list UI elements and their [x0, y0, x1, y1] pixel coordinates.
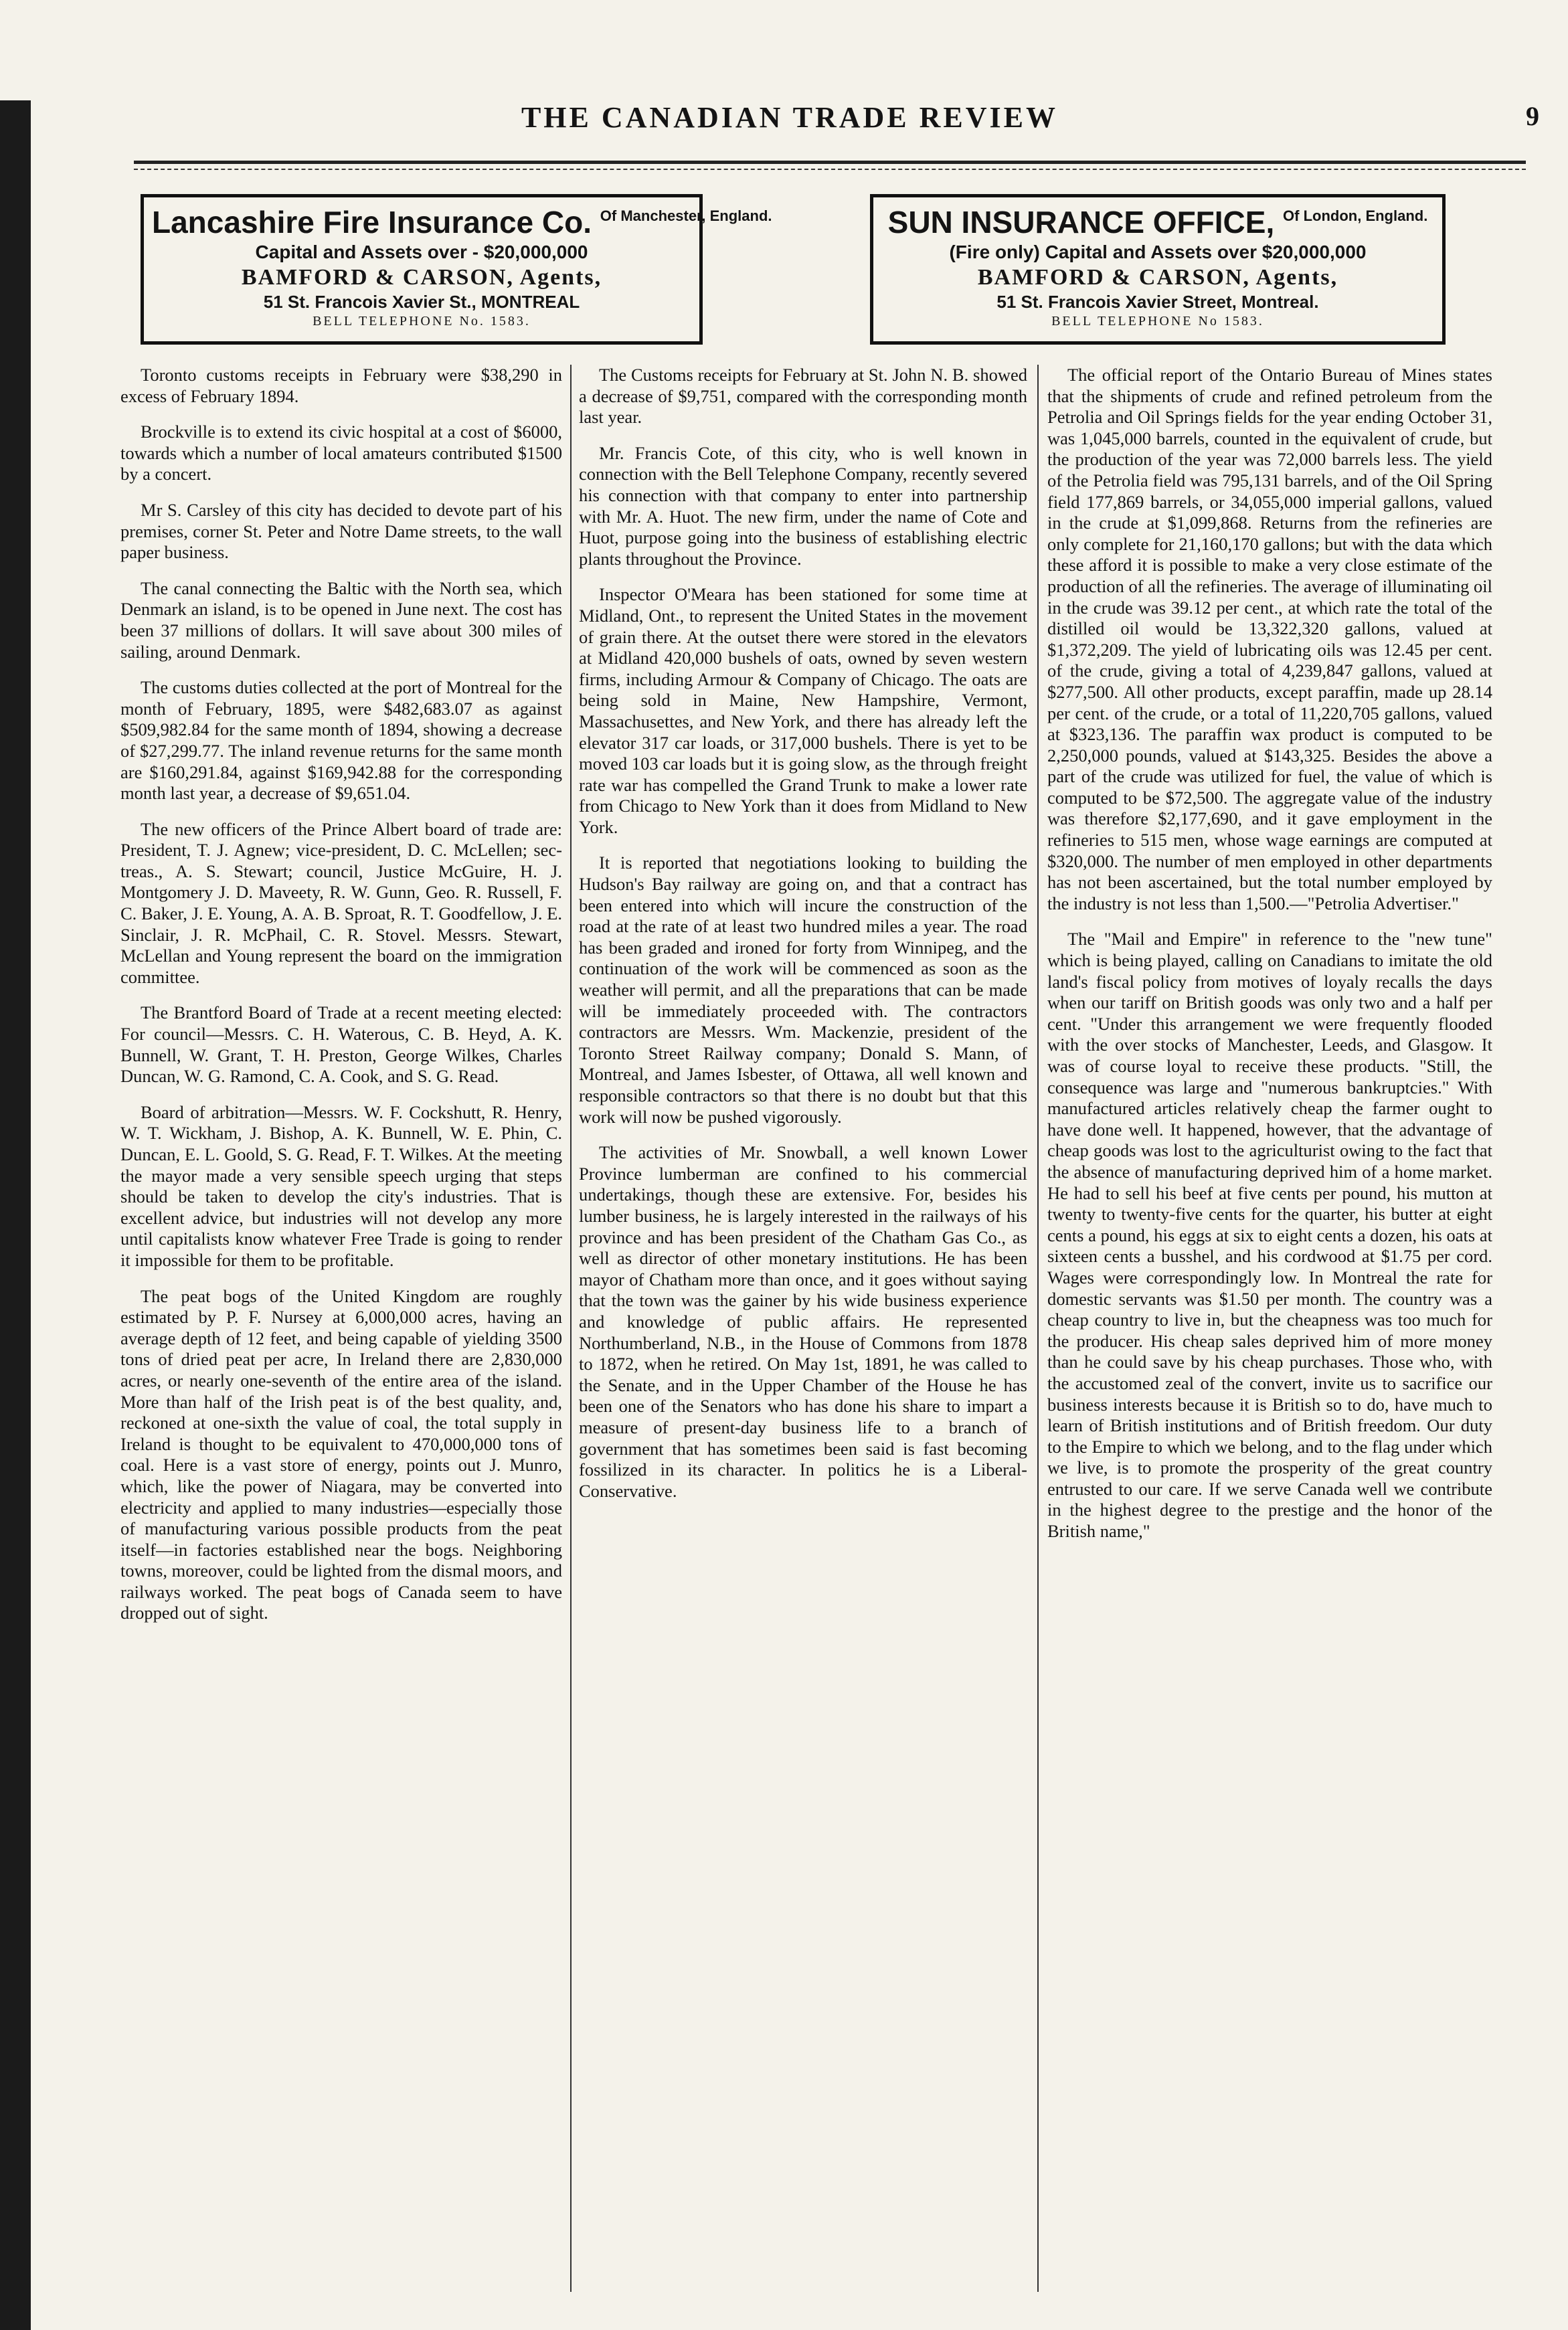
header-rule-dashed — [134, 169, 1526, 170]
article-paragraph: It is reported that negotiations looking to building the Hudson's Bay railway are going on, and that a contract has been entered into which will incure the construction of the road at the rate of at least two hundred miles a year. The road has been graded and ironed for forty from Winnipeg, and the continuation of the work will be commenced as soon as the weather will permit, and all the preparations that can be made will be immediately proceeded with. The contractors contractors are Messrs. Wm. Mackenzie, president of the Toronto Street Railway company; Donald S. Mann, of Montreal, and James Isbester, of Ottawa, all well known and responsible contractors so that there is no doubt but that this work will now be pushed vigorously. — [579, 853, 1027, 1127]
article-paragraph: Mr S. Carsley of this city has decided to devote part of his premises, corner St. Peter and Notre Dame streets, to the wall paper business. — [120, 499, 562, 563]
article-paragraph: The Customs receipts for February at St. John N. B. showed a decrease of $9,751, compared with the corresponding month last year. — [579, 365, 1027, 428]
ad-address: 51 St. Francois Xavier St., MONTREAL — [263, 292, 580, 312]
article-paragraph: The new officers of the Prince Albert board of trade are: President, T. J. Agnew; vice-president, D. C. McLellen; sec-treas., A. S. Stewart; council, Justice McGuire, H. J. Montgomery J. D. Maveety, R. W. Gunn, Geo. R. Russell, F. C. Baker, J. E. Young, A. A. B. Sproat, R. T. Goodfellow, J. E. Sinclair, J. R. McPhail, C. R. Stovel. Messrs. Stewart, McLellan and Young represent the board on the immigration committee. — [120, 818, 562, 987]
ad-company-name: Lancashire Fire Insurance Co. — [152, 205, 592, 240]
column-rule — [570, 365, 572, 2292]
article-paragraph: Inspector O'Meara has been stationed for some time at Midland, Ont., to represent the United States in the movement of grain there. At the outset there were stored in the elevators at Midland 420,000 bushels of oats, owned by seven western firms, including Armour & Company of Chicago. The oats are being sold in Maine, New Hampshire, Vermont, Massachusettes, and New York, and there has already left the elevator 317 car loads, or 317,000 bushels. There is yet to be moved 103 car loads but it is going slow, as the through freight rate war has compelled the Grand Trunk to make a lower rate from Chicago to New York than it does from Midland to New York. — [579, 584, 1027, 837]
article-paragraph: The peat bogs of the United Kingdom are roughly estimated by P. F. Nursey at 6,000,000 acres, having an average depth of 12 feet, and being capable of yielding 3500 tons of dried peat per acre, In Ireland there are 2,830,000 acres, or nearly one-seventh of the entire area of the island. More than half of the Irish peat is of the best quality, and, reckoned at one-sixth the value of coal, the total supply in Ireland is thought to be equivalent to 470,000,000 tons of coal. Here is a vast store of energy, points out J. Munro, which, like the power of Niagara, may be converted into electricity and applied to many industries—especially those of manufacturing various possible products from the peat itself—in factories established near the bogs. Neighboring towns, moreover, could be lighted from the dismal moors, and railways worked. The peat bogs of Canada seem to have dropped out of sight. — [120, 1285, 562, 1623]
text-column-3 — [1047, 365, 1492, 2309]
ad-company-origin: Of London, England. — [1283, 207, 1428, 224]
article-paragraph: The activities of Mr. Snowball, a well known Lower Province lumberman are confined to his commercial undertakings, though these are extensive. For, besides his lumber business, he is largely interested in the railways of his province and has been president of the Chatham Gas Co., as well as director of other monetary institutions. He has been mayor of Chatham more than once, and it goes without saying that the town was the gainer by his wide business experience and knowledge of public affairs. He represented Northumberland, N.B., in the House of Commons from 1878 to 1872, when he retired. On May 1st, 1891, he was called to the Senate, and in the Upper Chamber of the House he has been one of the Senators who has done his share to impart a measure of present-day business life to a branch of government that has sometimes been said is fast becoming fossilized in its character. In politics he is a Liberal-Conservative. — [579, 1142, 1027, 1501]
text-column-2 — [579, 365, 1027, 2309]
newspaper-page — [40, 0, 1539, 2330]
column-rule — [1037, 365, 1039, 2292]
ad-phone: BELL TELEPHONE No. 1583. — [313, 314, 531, 329]
article-paragraph: The canal connecting the Baltic with the North sea, which Denmark an island, is to be opened in June next. The cost has been 37 millions of dollars. It will save about 300 miles of sailing, around Denmark. — [120, 577, 562, 662]
running-head — [40, 100, 1539, 147]
article-paragraph: The "Mail and Empire" in reference to the "new tune" which is being played, calling on Canadians to imitate the old land's fiscal policy from motives of loyaly recalls the days when our tariff on British goods was only two and a half per cent. "Under this arrangement we were frequently flooded with the over stocks of Manchester, Leeds, and Glasgow. It was of course loyal to receive these products. "Still, the consequence was large and "numerous bankruptcies." With manufactured articles relatively cheap the farmer ought to have done well. It happened, however, that the advantage of cheap goods was lost to the agriculturist owing to the fact that the absence of manufacturing deprived him of a home market. He had to sell his beef at five cents per pound, his mutton at twenty to twenty-five cents for the quarter, his butter at eight cents a pound, his eggs at six to eight cents a dozen, his oats at sixteen cents a busshel, and his cordwood at $1.75 per cord. Wages were correspondingly low. In Montreal the rate for domestic servants was $1.50 per month. The country was a cheap country to live in, but the cheapness was too much for the producer. His cheap sales deprived him of more money than he could save by his cheap purchases. Those who, with the accustomed zeal of the convert, invite us to sacrifice our business interests because it is British so to do, have much to learn of British institutions and of British freedom. Our duty to the Empire to which we belong, and to the flag under which we live, is to promote the prosperity of the great country entrusted to our care. If we serve Canada well we contribute in the highest degree to the prestige and the honor of the British name," — [1047, 929, 1492, 1542]
ad-company-origin: Of Manchester, England. — [600, 207, 772, 224]
advertisement-sun-insurance — [870, 194, 1446, 345]
publication-title: THE CANADIAN TRADE REVIEW — [521, 101, 1059, 134]
page-number: 9 — [1526, 101, 1539, 131]
article-paragraph: Board of arbitration—Messrs. W. F. Cockshutt, R. Henry, W. T. Wickham, J. Bishop, A. K. Bunnell, W. E. Phin, C. Duncan, E. L. Goold, S. G. Read, F. T. Wilkes. At the meeting the mayor made a very sensible speech urging that steps should be taken to develop the city's industries. That is excellent advice, but industries will not develop any more until capitalists know whatever Free Trade is going to render it impossible for them to be profitable. — [120, 1101, 562, 1270]
article-paragraph: The Brantford Board of Trade at a recent meeting elected: For council—Messrs. C. H. Waterous, C. B. Heyd, A. K. Bunnell, W. Grant, T. H. Preston, George Wilkes, Charles Duncan, W. G. Ramond, C. A. Cook, and S. G. Read. — [120, 1002, 562, 1087]
ad-address: 51 St. Francois Xavier Street, Montreal. — [996, 292, 1319, 312]
article-paragraph: The customs duties collected at the port of Montreal for the month of February, 1895, were $482,683.07 as against $509,982.84 for the same month of 1894, showing a decrease of $27,299.77. The inland revenue returns for the same month are $160,291.84, against $169,942.88 for the corresponding month last year, a decrease of $9,651.04. — [120, 677, 562, 804]
ad-agents: BAMFORD & CARSON, Agents, — [977, 265, 1338, 290]
binding-shadow — [0, 100, 31, 2330]
article-paragraph: Toronto customs receipts in February were $38,290 in excess of February 1894. — [120, 365, 562, 406]
ad-phone: BELL TELEPHONE No 1583. — [1051, 314, 1264, 329]
article-paragraph: The official report of the Ontario Bureau of Mines states that the shipments of crude and refined petroleum from the Petrolia and Oil Springs fields for the year ending October 31, was 1,045,000 barrels, counted in the equivalent of crude, but the production of the year was 72,000 barrels less. The yield of the Petrolia field was 795,131 barrels, and of the Oil Spring field 177,869 barrels, or 34,055,000 imperial gallons, valued in the crude at $1,099,868. Returns from the refineries are only complete for 21,160,170 gallons; but with the data which these afford it is possible to make a very close estimate of the production of all the refineries. The average of illuminating oil in the crude was 39.12 per cent., at which rate the total of the distilled oil would be 13,322,320 gallons, valued at $1,372,209. The yield of lubricating oils was 12.45 per cent. of the crude, giving a total of 4,239,847 gallons, valued at $277,500. All other products, except paraffin, made up 28.14 per cent. of the crude, or a total of 11,220,705 gallons, valued at $323,136. The paraffin wax product is computed to be 2,250,000 pounds, valued at $143,325. Besides the above a part of the crude was utilized for fuel, the value of which is computed to be $72,500. The aggregate value of the industry was therefore $2,177,690, and it gave employment in the refineries to 515 men, whose wage earnings are computed at $320,000. The number of men employed in other departments has not been ascertained, but the total number employed by the industry is not less than 1,500.—"Petrolia Advertiser." — [1047, 365, 1492, 913]
article-paragraph: Mr. Francis Cote, of this city, who is well known in connection with the Bell Telephone Company, recently severed his connection with that company to enter into partnership with Mr. A. Huot. The new firm, under the name of Cote and Huot, purpose going into the business of establishing electric plants throughout the Province. — [579, 442, 1027, 569]
ad-capital: Capital and Assets over - $20,000,000 — [255, 242, 588, 262]
ad-capital: (Fire only) Capital and Assets over $20,000,000 — [949, 242, 1367, 262]
article-paragraph: Brockville is to extend its civic hospital at a cost of $6000, towards which a number of local amateurs contributed $1500 by a concert. — [120, 422, 562, 484]
text-column-1 — [120, 365, 562, 2309]
header-rule — [134, 161, 1526, 164]
ad-company-name: SUN INSURANCE OFFICE, — [887, 205, 1275, 240]
advertisement-lancashire — [141, 194, 772, 345]
ad-agents: BAMFORD & CARSON, Agents, — [241, 265, 602, 290]
